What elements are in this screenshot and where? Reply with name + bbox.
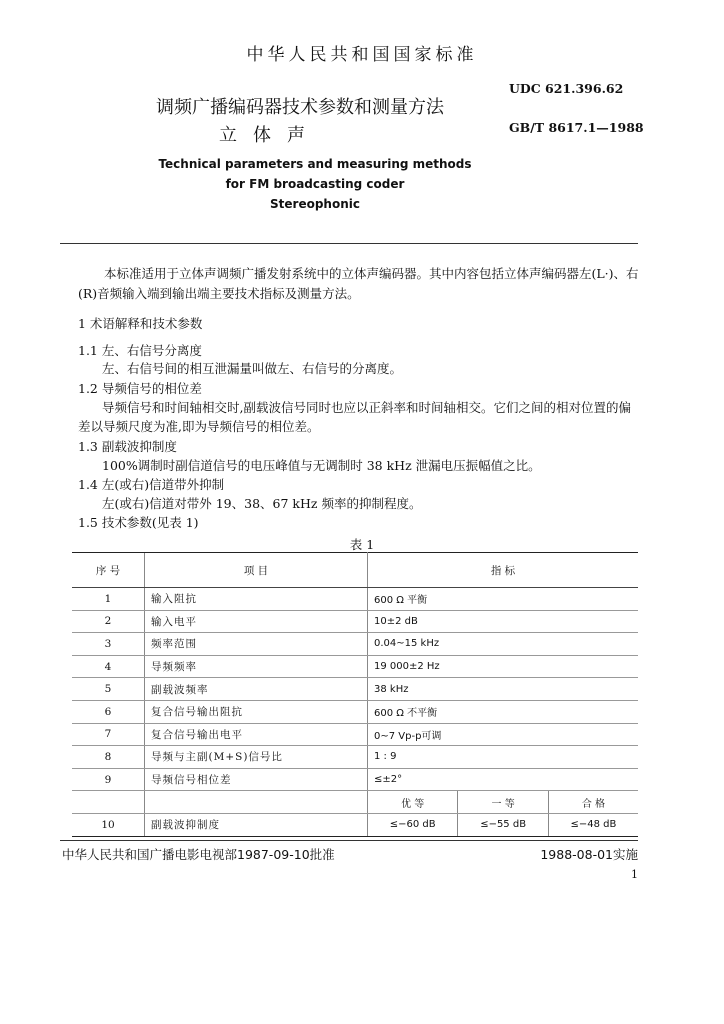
table-row: [72, 655, 638, 678]
gb-code: GB/T 8617.1—1988: [509, 120, 644, 135]
footer-divider: [60, 840, 638, 841]
section-1-heading: 1 术语解释和技术参数: [78, 316, 203, 331]
row-spec: 1 : 9: [368, 746, 639, 769]
table-row: [72, 610, 638, 633]
grade-value-pass: ≤−48 dB: [548, 813, 638, 836]
row-item: 导频信号相位差: [145, 768, 368, 791]
grade-header-pass: 合 格: [548, 791, 638, 814]
table-row: [72, 723, 638, 746]
table-row: [72, 700, 638, 723]
title-en-line1: Technical parameters and measuring methods: [158, 157, 472, 171]
title-en-line3: Stereophonic: [270, 197, 360, 211]
row-spec: 0~7 Vp-p可调: [368, 723, 639, 746]
section-1-1-heading: 1.1 左、右信号分离度: [78, 343, 202, 358]
grade-value-excellent: ≤−60 dB: [368, 813, 458, 836]
standard-name: 中华人民共和国国家标准: [246, 45, 478, 65]
row-item: 导频频率: [145, 655, 368, 678]
section-1-1-body: 左、右信号间的相互泄漏量叫做左、右信号的分离度。: [102, 361, 403, 376]
implementation-date: 1988-08-01实施: [540, 847, 638, 862]
intro-paragraph: 本标准适用于立体声调频广播发射系统中的立体声编码器。其中内容包括立体声编码器左(L·)、右(R)音频输入端到输出端主要技术指标及测量方法。: [78, 266, 639, 301]
grade-header-first: 一 等: [458, 791, 548, 814]
row-no: 10: [72, 813, 145, 836]
row-no: 8: [72, 746, 145, 769]
row-item: 导频与主副(M+S)信号比: [145, 746, 368, 769]
row-no: 6: [72, 700, 145, 723]
row-item: 复合信号输出阻抗: [145, 700, 368, 723]
udc-code: UDC 621.396.62: [509, 81, 624, 96]
row-no: 9: [72, 768, 145, 791]
table-row: [72, 813, 638, 836]
col-header-item: 项 目: [145, 553, 368, 588]
col-header-spec: 指 标: [368, 553, 639, 588]
row-spec: 600 Ω 不平衡: [368, 700, 639, 723]
row-no: 7: [72, 723, 145, 746]
row-item: 副载波频率: [145, 678, 368, 701]
tech-params-table: [72, 552, 638, 837]
section-1-2-body-line1: 导频信号和时间轴相交时,副载波信号同时也应以正斜率和时间轴相交。它们之间的相对位置的偏: [102, 400, 631, 415]
section-1-4-heading: 1.4 左(或右)信道带外抑制: [78, 477, 225, 492]
row-no: 5: [72, 678, 145, 701]
col-header-no: 序 号: [72, 553, 145, 588]
row-item: 副载波抑制度: [145, 813, 368, 836]
page-number: 1: [631, 868, 638, 881]
title-cn-sub: 立体声: [219, 125, 321, 146]
row-item: 输入阻抗: [145, 588, 368, 611]
table-caption: 表 1: [349, 537, 375, 552]
row-no: 1: [72, 588, 145, 611]
row-spec: 10±2 dB: [368, 610, 639, 633]
row-item: 频率范围: [145, 633, 368, 656]
row-spec: 19 000±2 Hz: [368, 655, 639, 678]
section-1-5-heading: 1.5 技术参数(见表 1): [78, 515, 199, 530]
row-no: 3: [72, 633, 145, 656]
table-row: [72, 588, 638, 611]
title-en-line2: for FM broadcasting coder: [225, 177, 405, 191]
section-1-4-body: 左(或右)信道对带外 19、38、67 kHz 频率的抑制程度。: [102, 496, 422, 511]
table-header-row: [72, 553, 638, 588]
row-item: 输入电平: [145, 610, 368, 633]
table-row: [72, 768, 638, 791]
row-spec: ≤±2°: [368, 768, 639, 791]
row-item: 复合信号输出电平: [145, 723, 368, 746]
table-row: [72, 633, 638, 656]
grade-header-excellent: 优 等: [368, 791, 458, 814]
approval-line: 中华人民共和国广播电影电视部1987-09-10批准: [62, 847, 335, 862]
section-1-3-body: 100%调制时副信道信号的电压峰值与无调制时 38 kHz 泄漏电压振幅值之比。: [102, 458, 541, 473]
row-spec: 38 kHz: [368, 678, 639, 701]
grade-header-row: [72, 791, 638, 814]
section-1-2-body-line2: 差以导频尺度为准,即为导频信号的相位差。: [78, 419, 320, 434]
table-row: [72, 678, 638, 701]
grade-value-first: ≤−55 dB: [458, 813, 548, 836]
table-row: [72, 746, 638, 769]
row-spec: 600 Ω 平衡: [368, 588, 639, 611]
title-cn-main: 调频广播编码器技术参数和测量方法: [156, 97, 444, 118]
row-no: 4: [72, 655, 145, 678]
row-spec: 0.04~15 kHz: [368, 633, 639, 656]
row-no: 2: [72, 610, 145, 633]
section-1-3-heading: 1.3 副载波抑制度: [78, 439, 177, 454]
title-divider: [60, 243, 638, 244]
section-1-2-heading: 1.2 导频信号的相位差: [78, 381, 202, 396]
